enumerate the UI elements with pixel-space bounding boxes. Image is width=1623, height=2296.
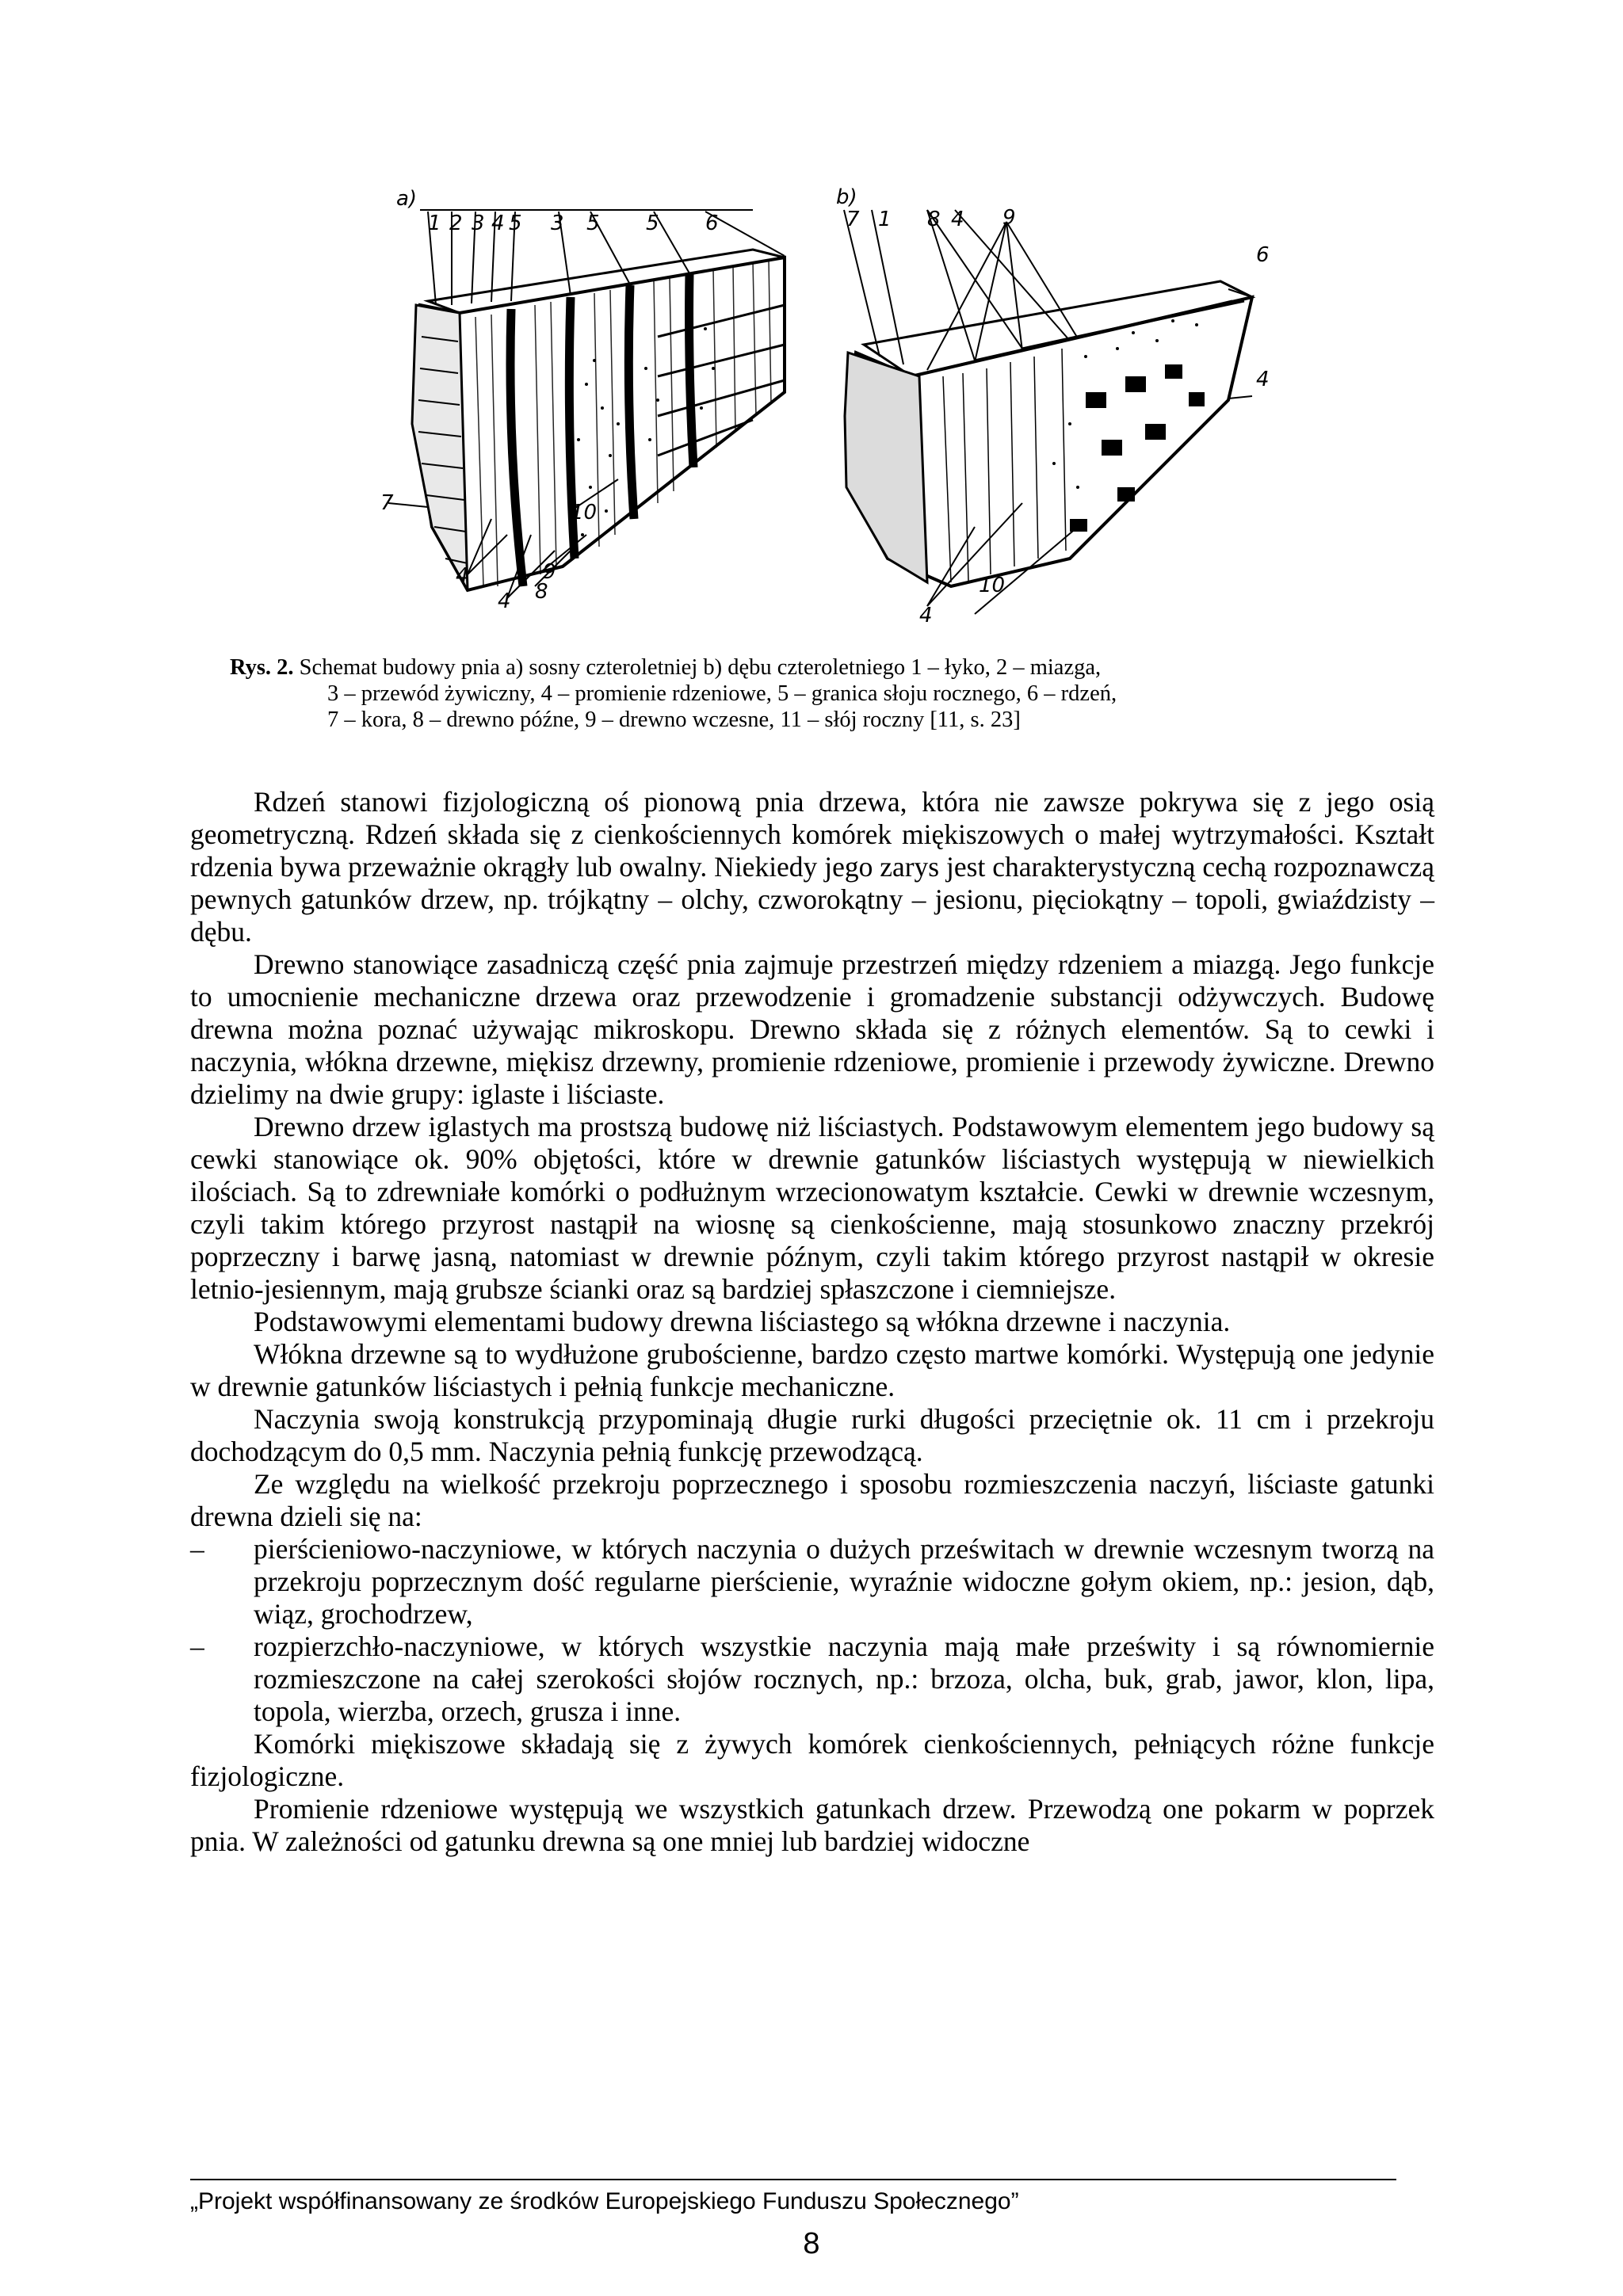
panel-a-pine-wedge (380, 187, 785, 613)
panel-a-label: 5 (509, 212, 522, 235)
caption-text: Schemat budowy pnia a) sosny czteroletniej b) dębu czteroletniego 1 – łyko, 2 – miazga, (299, 655, 1102, 680)
footer-note: „Projekt współfinansowany ze środków Europejskiego Funduszu Społecznego” (190, 2188, 1019, 2214)
panel-a-label: 5 (646, 212, 659, 235)
figure-wood-structure (372, 186, 1276, 630)
footer-divider (190, 2179, 1396, 2180)
wood-structure-diagram (372, 186, 1276, 630)
panel-a-label: 8 (535, 580, 548, 604)
panel-a-label: 3 (472, 212, 485, 235)
body-text (190, 786, 1434, 1858)
caption-line: 7 – kora, 8 – drewno późne, 9 – drewno wczesne, 11 – słój roczny [11, s. 23] (327, 707, 1021, 732)
panel-b-letter: b) (836, 186, 857, 209)
paragraph: Podstawowymi elementami budowy drewna liściastego są włókna drzewne i naczynia. (254, 1306, 1231, 1337)
list-dash: – (190, 1533, 204, 1565)
panel-b-label: 8 (927, 208, 941, 231)
panel-b-label: 7 (846, 208, 860, 231)
caption-line: 3 – przewód żywiczny, 4 – promienie rdzeniowe, 5 – granica słoju rocznego, 6 – rdzeń, (327, 681, 1117, 706)
list-item (190, 1533, 1434, 1630)
panel-a-label: 4 (456, 564, 469, 588)
panel-a-label: 9 (543, 560, 556, 584)
panel-a-label: 7 (380, 491, 394, 515)
list-dash: – (190, 1630, 204, 1662)
panel-a-label: 4 (491, 212, 505, 235)
panel-b-label: 10 (979, 574, 1006, 597)
paragraph: Promienie rdzeniowe występują we wszystkich gatunkach drzew. Przewodzą one pokarm w poprzek pnia. W zależności od gatunku drewna są one mniej lub bardziej widoczne (190, 1793, 1434, 1857)
panel-b-label: 4 (951, 208, 964, 231)
paragraph: Drewno stanowiące zasadniczą część pnia zajmuje przestrzeń między rdzeniem a miazgą. Jego funkcje to umocnienie mechaniczne drzewa oraz przewodzenie i gromadzenie substancji odżywczych. Budowę drewna można poznać używając mikroskopu. Drewno składa się z różnych elementów. Są to cewki i naczynia, włókna drzewne, miękisz drzewny, promienie rdzeniowe, promienie i przewody żywiczne. Drewno dzielimy na dwie grupy: iglaste i liściaste. (190, 948, 1434, 1110)
panel-a-label: 5 (586, 212, 600, 235)
caption-label: Rys. 2. (230, 655, 294, 680)
panel-b-label: 4 (919, 604, 933, 627)
vessel-type-list (190, 1533, 1434, 1728)
panel-b-oak-wedge (836, 186, 1270, 627)
paragraph: Drewno drzew iglastych ma prostszą budowę niż liściastych. Podstawowym elementem jego budowy są cewki stanowiące ok. 90% objętości, które w drewnie gatunków liściastych występują w niewielkich ilościach. Są to zdrewniałe komórki o podłużnym wrzecionowatym kształcie. Cewki w drewnie wczesnym, czyli takim którego przyrost nastąpił na wiosnę są cienkościenne, mają stosunkowo znaczny przekrój poprzeczny i barwę jasną, natomiast w drewnie późnym, czyli takim którego przyrost nastąpił w okresie letnio-jesiennym, mają grubsze ścianki oraz są bardziej spłaszczone i ciemniejsze. (190, 1111, 1434, 1305)
panel-b-label: 1 (878, 208, 892, 231)
panel-a-label: 4 (498, 589, 511, 613)
panel-a-label: 2 (449, 212, 463, 235)
panel-a-label: 1 (428, 212, 441, 235)
panel-a-label: 10 (571, 501, 598, 524)
panel-b-label: 6 (1256, 243, 1270, 267)
figure-caption (230, 654, 1458, 733)
list-item-text: rozpierzchło-naczyniowe, w których wszystkie naczynia mają małe prześwity i są równomiernie rozmieszczone na całej szerokości słojów rocznych, np.: brzoza, olcha, buk, grab, jawor, klon, lipa, topola, wierzba, orzech, grusza i inne. (254, 1630, 1434, 1727)
paragraph: Naczynia swoją konstrukcją przypominają długie rurki długości przeciętnie ok. 11 cm i przekroju dochodzącym do 0,5 mm. Naczynia pełnią funkcję przewodzącą. (190, 1403, 1434, 1467)
paragraph: Rdzeń stanowi fizjologiczną oś pionową pnia drzewa, która nie zawsze pokrywa się z jego osią geometryczną. Rdzeń składa się z cienkościennych komórek miękiszowych o małej wytrzymałości. Kształt rdzenia bywa przeważnie okrągły lub owalny. Niekiedy jego zarys jest charakterystyczną cechą rozpoznawczą pewnych gatunków drzew, np. trójkątny – olchy, czworokątny – jesionu, pięciokątny – topoli, gwiaździsty – dębu. (190, 786, 1434, 948)
paragraph: Ze względu na wielkość przekroju poprzecznego i sposobu rozmieszczenia naczyń, liściaste gatunki drewna dzieli się na: (190, 1468, 1434, 1532)
paragraph: Komórki miękiszowe składają się z żywych komórek cienkościennych, pełniących różne funkcje fizjologiczne. (190, 1728, 1434, 1792)
panel-a-label: 3 (551, 212, 564, 235)
paragraph: Włókna drzewne są to wydłużone grubościenne, bardzo często martwe komórki. Występują one jedynie w drewnie gatunków liściastych i pełnią funkcje mechaniczne. (190, 1338, 1434, 1402)
page-number: 8 (803, 2227, 820, 2260)
list-item (190, 1630, 1434, 1728)
caption-line (230, 654, 1458, 681)
list-item-text: pierścieniowo-naczyniowe, w których naczynia o dużych prześwitach w drewnie wczesnym tworzą na przekroju poprzecznym dość regularne pierścienie, wyraźnie widoczne gołym okiem, np.: jesion, dąb, wiąz, grochodrzew, (254, 1533, 1434, 1630)
panel-a-label: 6 (705, 212, 719, 235)
panel-b-label: 4 (1256, 368, 1270, 391)
panel-a-letter: a) (396, 187, 418, 211)
panel-b-label: 9 (1002, 206, 1016, 230)
